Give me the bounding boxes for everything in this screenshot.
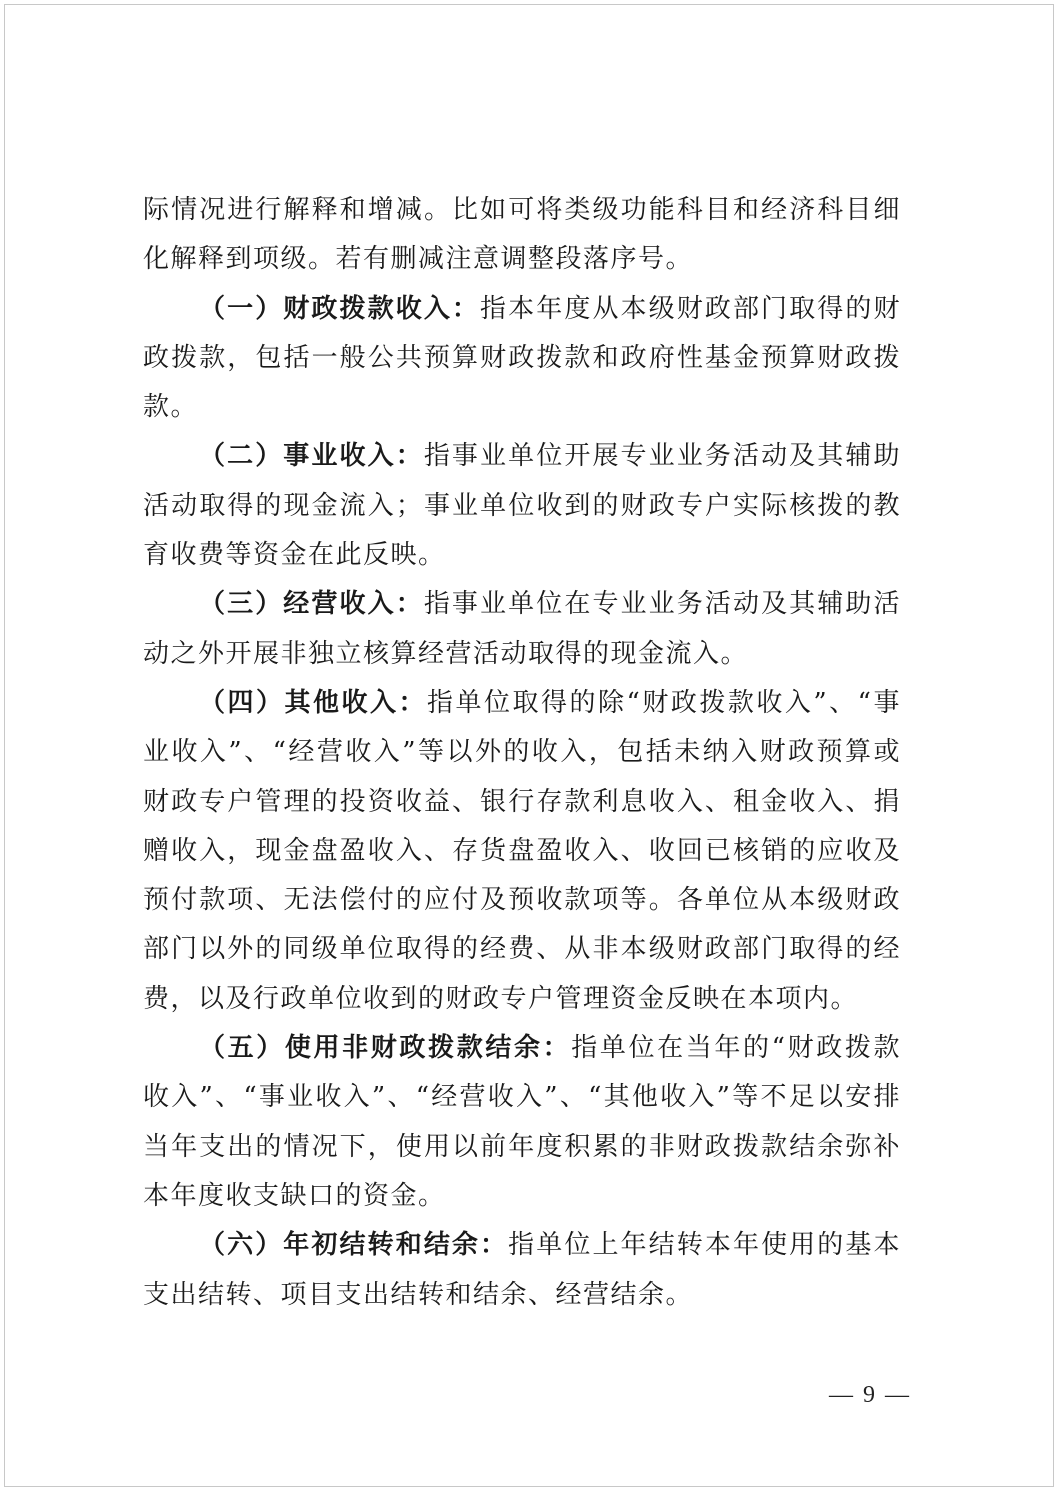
paragraph-term: （五）使用非财政拨款结余：	[199, 1033, 572, 1064]
paragraph-term: （四）其他收入：	[199, 687, 428, 718]
paragraph-text: 指单位上年结转本年使用的基本支出结转、项目支出结转和结余、经营结余。	[143, 1230, 901, 1310]
paragraph-text: 指本年度从本级财政部门取得的财政拨款，包括一般公共预算财政拨款和政府性基金预算财政拨款。	[143, 293, 901, 423]
paragraph-item-3	[143, 580, 901, 679]
paragraph-term: （一）财政拨款收入：	[199, 293, 481, 324]
paragraph-item-1	[143, 285, 901, 433]
paragraph-term: （六）年初结转和结余：	[199, 1230, 509, 1261]
paragraph-text: 指事业单位开展专业业务活动及其辅助活动取得的现金流入；事业单位收到的财政专户实际核拨的教育收费等资金在此反映。	[143, 441, 901, 571]
paragraph-text: 指事业单位在专业业务活动及其辅助活动之外开展非独立核算经营活动取得的现金流入。	[143, 589, 901, 669]
paragraph-text: 指单位取得的除“财政拨款收入”、“事业收入”、“经营收入”等以外的收入，包括未纳入财政预算或财政专户管理的投资收益、银行存款利息收入、租金收入、捐赠收入，现金盘盈收入、存货盘盈收入、收回已核销的应收及预付款项、无法偿付的应付及预收款项等。各单位从本级财政部门以外的同级单位取得的经费、从非本级财政部门取得的经费，以及行政单位收到的财政专户管理资金反映在本项内。	[143, 687, 901, 1014]
paragraph-text: 指单位在当年的“财政拨款收入”、“事业收入”、“经营收入”、“其他收入”等不足以安排当年支出的情况下，使用以前年度积累的非财政拨款结余弥补本年度收支缺口的资金。	[143, 1033, 901, 1211]
paragraph-term: （二）事业收入：	[199, 441, 424, 472]
paragraph-item-4	[143, 679, 901, 1024]
paragraph-item-2	[143, 432, 901, 580]
page-number: — 9 —	[829, 1382, 911, 1408]
document-body	[143, 186, 901, 1320]
paragraph-text: 际情况进行解释和增减。比如可将类级功能科目和经济科目细化解释到项级。若有删减注意调整段落序号。	[143, 195, 901, 275]
paragraph-intro	[143, 186, 901, 285]
paragraph-item-6	[143, 1221, 901, 1320]
paragraph-item-5	[143, 1024, 901, 1221]
paragraph-term: （三）经营收入：	[199, 589, 424, 620]
